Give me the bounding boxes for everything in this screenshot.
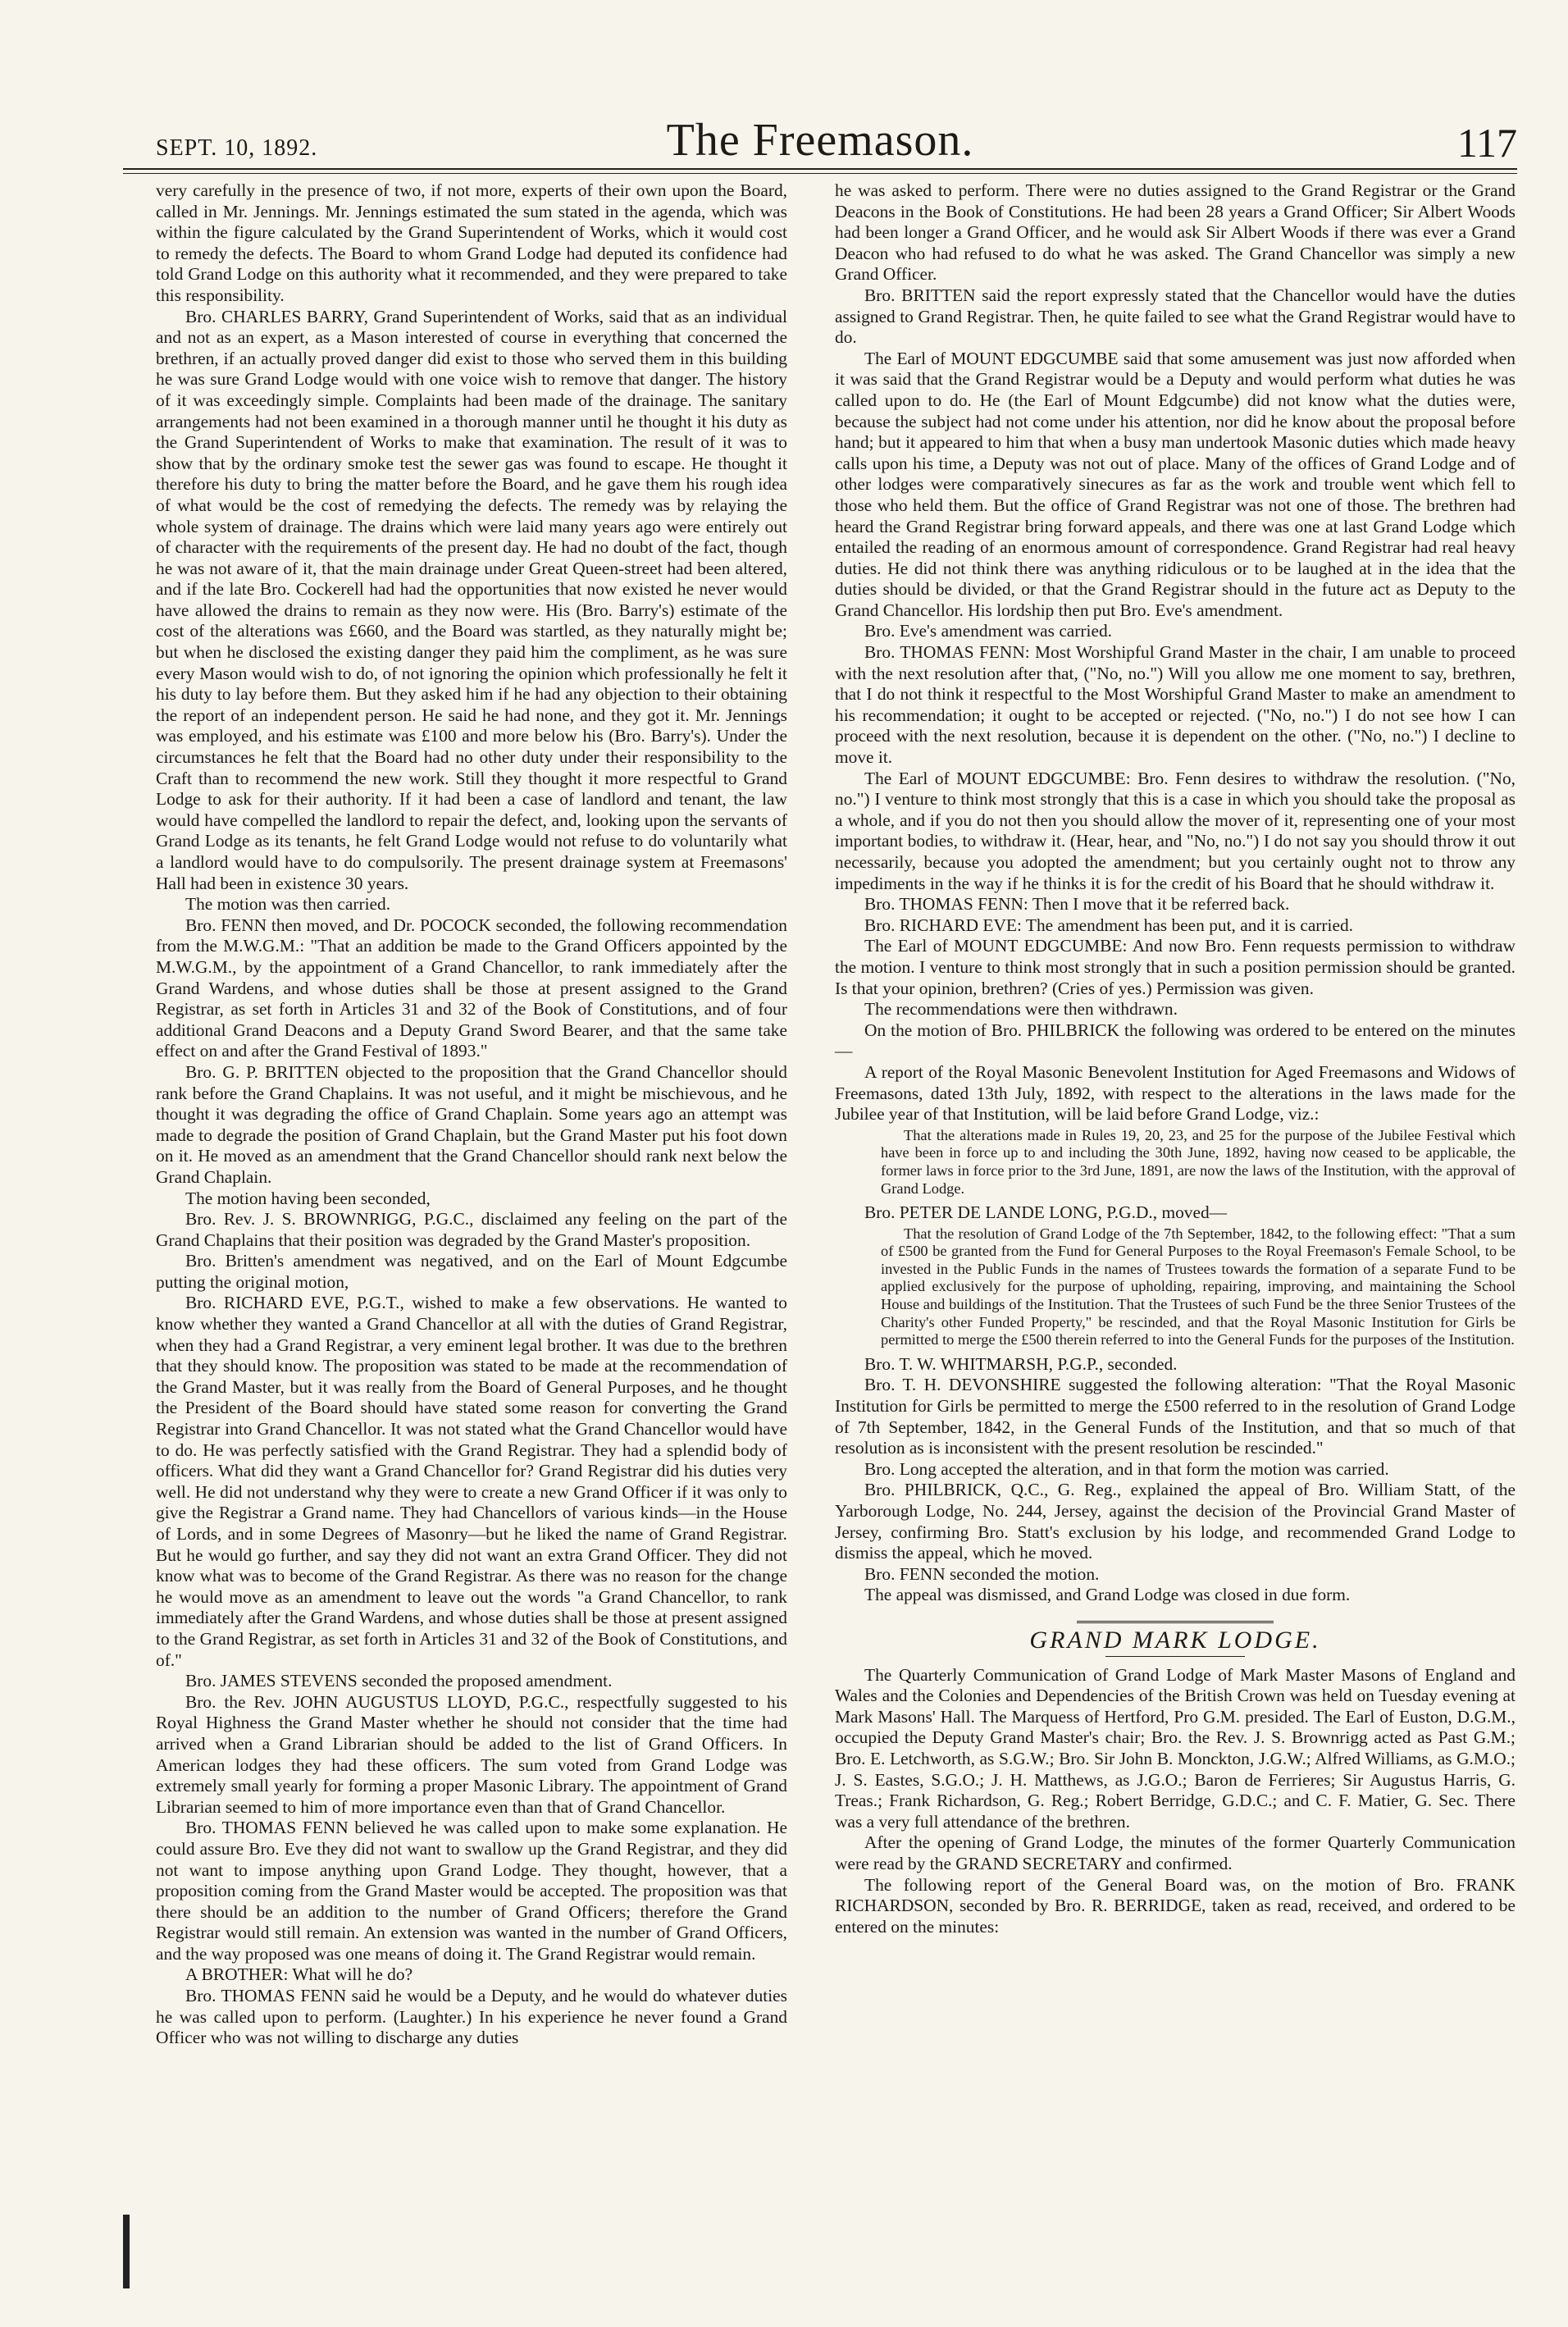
publication-title: The Freemason. bbox=[666, 115, 974, 166]
paragraph: Bro. PETER DE LANDE LONG, P.G.D., moved— bbox=[864, 1202, 1228, 1223]
paragraph: The Earl of MOUNT EDGCUMBE said that some amusement was just now afforded when it was said that the Grand Registrar would be a Deputy and would perform what duties he was called upon to do. He (the Earl of Mount Edgcumbe) did not know what the duties were, because the subject had not come under his attention, nor did he know about the proposal before hand; but it appeared to him that when a busy man undertook Masonic duties which made heavy calls upon his time, a Deputy was not out of place. Many of the offices of Grand Lodge and of other lodges were comparatively sinecures as far as the work and trouble went which fell to those who held them. But the office of Grand Registrar was not one of those. The brethren had heard the Grand Registrar bring forward appeals, and there was one at last Grand Lodge which entailed the reading of an enormous amount of correspondence. Grand Registrar had real heavy duties. He did not think there was anything ridiculous or to be laughed at in the idea that the duties should be divided, or that the Grand Registrar should in the future act as Deputy to the Grand Chancellor. His lordship then put Bro. Eve's amendment. bbox=[835, 348, 1516, 620]
paragraph: The following report of the General Board was, on the motion of Bro. FRANK RICHARDSON, seconded by Bro. R. BERRIDGE, taken as read, received, and ordered to be entered on the minutes: bbox=[835, 1874, 1516, 1937]
newspaper-page bbox=[123, 111, 1517, 2048]
paragraph: Bro. FENN seconded the motion. bbox=[864, 1563, 1100, 1584]
page-number: 117 bbox=[1456, 120, 1517, 166]
paragraph: Bro. T. H. DEVONSHIRE suggested the following alteration: "That the Royal Masonic Institution for Girls be permitted to merge the £500 referred to in the resolution of Grand Lodge of 7th September, 1842, in the General Funds of the Institution, and that so much of that resolution as is inconsistent with the present resolution be rescinded." bbox=[835, 1375, 1516, 1458]
section-underline bbox=[1105, 1656, 1245, 1657]
paragraph: Bro. T. W. WHITMARSH, P.G.P., seconded. bbox=[864, 1353, 1178, 1374]
section-divider bbox=[1077, 1621, 1274, 1623]
header-rule bbox=[123, 170, 1517, 174]
paragraph: very carefully in the presence of two, if not more, experts of their own upon the Board, called in Mr. Jennings. Mr. Jennings estimated the sum stated in the agenda, which was within the figure calculated by the Grand Superintendent of Works, which it would cost to remedy the defects. The Board to whom Grand Lodge had deputed its confidence had told Grand Lodge on this authority what it recommended, and they were prepared to take this responsibility. bbox=[156, 180, 787, 305]
paragraph: Bro. Rev. J. S. BROWNRIGG, P.G.C., disclaimed any feeling on the part of the Grand Chaplains that their position was degraded by the Grand Master's proposition. bbox=[156, 1209, 787, 1250]
paragraph: Bro. THOMAS FENN believed he was called upon to make some explanation. He could assure Bro. Eve they did not want to swallow up the Grand Registrar, and they did not want to impose anything upon Grand Lodge. They thought, however, that a proposition coming from the Grand Master would be accepted. The proposition was that there should be an addition to the number of Grand Officers; therefore the Grand Registrar would still remain. An extension was wanted in the number of Grand Officers, and the way proposed was one means of doing it. The Grand Registrar would remain. bbox=[156, 1818, 787, 1964]
left-column bbox=[156, 180, 787, 2049]
paragraph: Bro. RICHARD EVE: The amendment has been put, and it is carried. bbox=[864, 915, 1354, 935]
paragraph: Bro. Eve's amendment was carried. bbox=[864, 621, 1113, 641]
paragraph: he was asked to perform. There were no duties assigned to the Grand Registrar or the Grand Deacons in the Book of Constitutions. He had been 28 years a Grand Officer; Sir Albert Woods had been longer a Grand Officer, and he would ask Sir Albert Woods if there was ever a Grand Deacon who had refused to do what he was asked. The Grand Chancellor was simply a new Grand Officer. bbox=[835, 180, 1516, 285]
binding-mark bbox=[123, 2215, 130, 2288]
paragraph: The motion having been seconded, bbox=[185, 1188, 431, 1208]
paragraph: The Earl of MOUNT EDGCUMBE: Bro. Fenn desires to withdraw the resolution. ("No, no.") I venture to think most strongly that this is a case in which you should take the proposal as a whole, and if you do not then you should allow the mover of it, representing one of your most important bodies, to withdraw it. (Hear, hear, and "No, no.") I do not say you should throw it out necessarily, because you adopted the amendment; but you certainly ought not to throw any impediments in the way if he thinks it is for the credit of his Board that he should withdraw it. bbox=[835, 768, 1516, 893]
paragraph: After the opening of Grand Lodge, the minutes of the former Quarterly Communication were read by the GRAND SECRETARY and confirmed. bbox=[835, 1832, 1516, 1873]
masthead bbox=[123, 111, 1517, 170]
block-quote: That the alterations made in Rules 19, 20, 23, and 25 for the purpose of the Jubilee Festival which have been in force up to and including the 30th June, 1892, having now ceased to be applicable, the former laws in force prior to the 3rd June, 1891, are now the laws of the Institution, with the approval of Grand Lodge. bbox=[881, 1126, 1516, 1197]
paragraph: The appeal was dismissed, and Grand Lodge was closed in due form. bbox=[864, 1585, 1351, 1605]
paragraph: On the motion of Bro. PHILBRICK the following was ordered to be entered on the minutes— bbox=[835, 1020, 1516, 1061]
paragraph: The motion was then carried. bbox=[185, 894, 391, 915]
section-heading: GRAND MARK LODGE. bbox=[1029, 1626, 1321, 1654]
paragraph: Bro. THOMAS FENN: Then I move that it be referred back. bbox=[864, 894, 1290, 915]
paragraph: Bro. FENN then moved, and Dr. POCOCK seconded, the following recommendation from the M.W.G.M.: "That an addition be made to the Grand Officers appointed by the M.W.G.M., by the appointment of a Grand Chancellor, to rank immediately after the Grand Wardens, and whose duties shall be those at present assigned to the Grand Registrar, as set forth in Articles 31 and 32 of the Book of Constitutions, and of four additional Grand Deacons and a Deputy Grand Sword Bearer, and that the same take effect on and after the Grand Festival of 1893." bbox=[156, 915, 787, 1061]
paragraph: Bro. Long accepted the alteration, and in that form the motion was carried. bbox=[864, 1458, 1389, 1479]
issue-date: SEPT. 10, 1892. bbox=[156, 135, 318, 161]
paragraph: Bro. PHILBRICK, Q.C., G. Reg., explained the appeal of Bro. William Statt, of the Yarborough Lodge, No. 244, Jersey, against the decision of the Provincial Grand Master of Jersey, confirming Bro. Statt's exclusion by his lodge, and recommended Grand Lodge to dismiss the appeal, which he moved. bbox=[835, 1480, 1516, 1563]
paragraph: Bro. G. P. BRITTEN objected to the proposition that the Grand Chancellor should rank before the Grand Chaplains. It was not useful, and it might be mischievous, and he thought it was degrading the office of Grand Chaplain. Some years ago an attempt was made to degrade the position of Grand Chaplain, but the Grand Master put his foot down on it. He moved as an amendment that the Grand Chancellor should rank next below the Grand Chaplain. bbox=[156, 1061, 787, 1187]
paragraph: Bro. JAMES STEVENS seconded the proposed amendment. bbox=[185, 1671, 613, 1691]
paragraph: The recommendations were then withdrawn. bbox=[864, 999, 1178, 1020]
paragraph: Bro. Britten's amendment was negatived, and on the Earl of Mount Edgcumbe putting the original motion, bbox=[156, 1251, 787, 1292]
block-quote: That the resolution of Grand Lodge of the 7th September, 1842, to the following effect: "That a sum of £500 be granted from the Fund for General Purposes to the Royal Freemason's Female School, to be invested in the Public Funds in the names of Trustees towards the formation of a separate Fund to be applied exclusively for the purpose of upholding, repairing, improving, and maintaining the School House and buildings of the Institution. That the Trustees of such Fund be the three Senior Trustees of the Charity's other Funded Property," be rescinded, and that the Royal Masonic Institution for Girls be permitted to merge the £500 therein referred to into the General Funds for the purposes of the Institution. bbox=[881, 1225, 1516, 1348]
right-column bbox=[835, 180, 1516, 1937]
paragraph: Bro. BRITTEN said the report expressly stated that the Chancellor would have the duties assigned to Grand Registrar. Then, he quite failed to see what the Grand Registrar would have to do. bbox=[835, 285, 1516, 348]
paragraph: The Earl of MOUNT EDGCUMBE: And now Bro. Fenn requests permission to withdraw the motion. I venture to think most strongly that in such a position permission should be granted. Is that your opinion, brethren? (Cries of yes.) Permission was given. bbox=[835, 936, 1516, 998]
paragraph: Bro. CHARLES BARRY, Grand Superintendent of Works, said that as an individual and not as an expert, as a Mason interested of course in everything that concerned the brethren, if an actually proved danger did exist to those who served them in this building he was sure Grand Lodge would with one voice wish to remove that danger. The history of it was exceedingly simple. Complaints had been made of the drainage. The sanitary arrangements had not been examined in a thorough manner until he thought it his duty as the Grand Superintendent of Works to make that examination. The result of it was to show that by the ordinary smoke test the sewer gas was found to escape. He thought it therefore his duty to bring the matter before the Board, and he gave them his rough idea of what would be the cost of remedying the defects. The remedy was by relaying the whole system of drainage. The drains which were laid many years ago were entirely out of character with the requirements of the present day. He had no doubt of the fact, though he was not aware of it, that the main drainage under Great Queen-street had been altered, and if the late Bro. Cockerell had had the opportunities that now existed he never would have allowed the drains to remain as they now were. His (Bro. Barry's) estimate of the cost of the alterations was £660, and the Board was startled, as they naturally might be; but when he disclosed the existing danger they paid him the compliment, as he was sure every Mason would wish to do, of not ignoring the opinion which professionally he felt it his duty to lay before them. But they asked him if he had any objection to their obtaining the report of an independent person. He said he had none, and they got it. Mr. Jennings was employed, and his estimate was £100 and more below his (Bro. Barry's). Under the circumstances he felt that the Board had no other duty under their responsibility to the Craft than to recommend the new work. Still they thought it more respectful to Grand Lodge to ask for their authority. If it had been a case of landlord and tenant, the law would have compelled the landlord to repair the defect, and, looking upon the servants of Grand Lodge as its tenants, he felt Grand Lodge would not refuse to do voluntarily what a landlord would have to do compulsorily. The present drainage system at Freemasons' Hall had been in existence 30 years. bbox=[156, 306, 787, 893]
paragraph: Bro. RICHARD EVE, P.G.T., wished to make a few observations. He wanted to know whether they wanted a Grand Chancellor at all with the duties of Grand Registrar, when they had a Grand Registrar, a very eminent legal brother. It was due to the brethren that they should know. The proposition was stated to be made at the recommendation of the Grand Master, but it was really from the Board of General Purposes, and he thought the President of the Board should have stated some reason for converting the Grand Registrar into Grand Chancellor. It was not stated what the Grand Chancellor would have to do. He was perfectly satisfied with the Grand Registrar. They had a splendid body of officers. What did they want a Grand Chancellor for? Grand Registrar did his duties very well. He did not understand why they were to create a new Grand Officer if it was only to give the Registrar a Grand name. They had Chancellors of various kinds—in the House of Lords, and in some Degrees of Masonry—but he liked the name of Grand Registrar. But he would go further, and say they did not want an extra Grand Officer. They did not know what was to become of the Grand Registrar. As there was no reason for the change he would move as an amendment to leave out the words "a Grand Chancellor, to rank immediately after the Grand Wardens, and whose duties shall be those at present assigned to the Grand Registrar, as set forth in Articles 31 and 32 of the Book of Constitutions, and of." bbox=[156, 1293, 787, 1670]
paragraph: A BROTHER: What will he do? bbox=[185, 1964, 413, 1985]
paragraph: The Quarterly Communication of Grand Lodge of Mark Master Masons of England and Wales and the Colonies and Dependencies of the British Crown was held on Tuesday evening at Mark Masons' Hall. The Marquess of Hertford, Pro G.M. presided. The Earl of Euston, D.G.M., occupied the Deputy Grand Master's chair; Bro. the Rev. J. S. Brownrigg acted as Past G.M.; Bro. E. Letchworth, as S.G.W.; Bro. Sir John B. Monckton, J.G.W.; Alfred Williams, as G.M.O.; J. S. Eastes, S.G.O.; J. H. Matthews, as J.G.O.; Baron de Ferrieres; Sir Augustus Harris, G. Treas.; Frank Richardson, G. Reg.; Robert Berridge, G.D.C.; and C. F. Matier, G. Sec. There was a very full attendance of the brethren. bbox=[835, 1664, 1516, 1832]
paragraph: Bro. THOMAS FENN said he would be a Deputy, and he would do whatever duties he was called upon to perform. (Laughter.) In his experience he never found a Grand Officer who was not willing to discharge any duties bbox=[156, 1986, 787, 2048]
paragraph: A report of the Royal Masonic Benevolent Institution for Aged Freemasons and Widows of Freemasons, dated 13th July, 1892, with respect to the alterations in the laws made for the Jubilee year of that Institution, will be laid before Grand Lodge, viz.: bbox=[835, 1061, 1516, 1125]
paragraph: Bro. THOMAS FENN: Most Worshipful Grand Master in the chair, I am unable to proceed with the next resolution after that, ("No, no.") Will you allow me one moment to say, brethren, that I do not think it respectful to the Most Worshipful Grand Master to make an amendment to his recommendation; it ought to be accepted or rejected. ("No, no.") I do not see how I can proceed with the next resolution, because it is dependent on the other. ("No, no.") I decline to move it. bbox=[835, 642, 1516, 768]
paragraph: Bro. the Rev. JOHN AUGUSTUS LLOYD, P.G.C., respectfully suggested to his Royal Highness the Grand Master whether he should not consider that the time had arrived when a Grand Librarian should be added to the list of Grand Officers. In American lodges they had these officers. The sum voted from Grand Lodge was extremely small yearly for forming a proper Masonic Library. The appointment of Grand Librarian seemed to him of more importance even than that of Grand Chancellor. bbox=[156, 1691, 787, 1817]
